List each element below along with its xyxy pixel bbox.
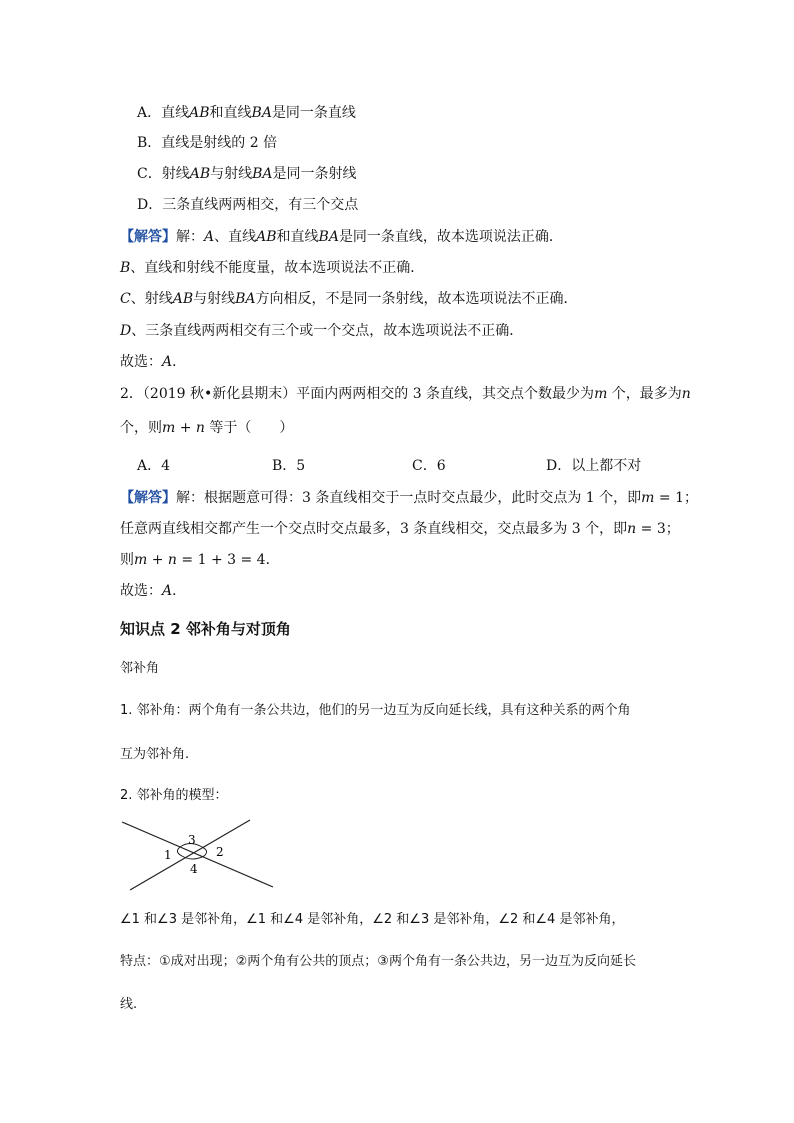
q1-answer-line-3: C、射线AB与射线BA方向相反，不是同一条射线，故本选项说法不正确． bbox=[120, 291, 578, 307]
answer-tag: 【解答】 bbox=[120, 490, 176, 506]
q1-option-d: D．三条直线两两相交，有三个交点 bbox=[137, 197, 359, 213]
angle-pairs-text: ∠1 和∠3 是邻补角，∠1 和∠4 是邻补角，∠2 和∠3 是邻补角，∠2 和∠4 是邻补角， bbox=[120, 912, 625, 927]
q1-answer-line-2: B、直线和射线不能度量，故本选项说法不正确． bbox=[120, 260, 425, 276]
definition-line-1: 1. 邻补角：两个角有一条公共边，他们的另一边互为反向延长线，具有这种关系的两个角 bbox=[120, 703, 631, 718]
angle-arc-2 bbox=[202, 847, 207, 856]
q1-answer-line-1: 【解答】解：A、直线AB和直线BA是同一条直线，故本选项说法正确． bbox=[120, 229, 563, 245]
q2-answer-line-3: 则m + n = 1 + 3 = 4． bbox=[120, 552, 280, 568]
q2-answer-line-1: 【解答】解：根据题意可得：3 条直线相交于一点时交点最少，此时交点为 1 个，即m = 1； bbox=[120, 490, 698, 506]
answer-tag: 【解答】 bbox=[120, 229, 176, 245]
q1-option-c: C．射线AB与射线BA是同一条射线 bbox=[137, 166, 357, 182]
line-two bbox=[130, 820, 250, 890]
angle-label-1: 1 bbox=[164, 848, 172, 862]
q2-option-c: C．6 bbox=[412, 458, 446, 474]
q2-option-b: B．5 bbox=[272, 458, 306, 474]
angle-arc-1 bbox=[177, 847, 182, 856]
subheading: 邻补角 bbox=[120, 661, 160, 676]
q2-option-a: A．4 bbox=[137, 458, 171, 474]
q2-option-d: D．以上都不对 bbox=[546, 458, 642, 474]
section-heading: 知识点 2 邻补角与对顶角 bbox=[120, 620, 291, 638]
q1-option-a: A．直线AB和直线BA是同一条直线 bbox=[137, 105, 356, 121]
features-line-2: 线. bbox=[120, 997, 138, 1012]
q2-answer-line-4: 故选：A． bbox=[120, 583, 187, 599]
q1-option-b: B．直线是射线的 2 倍 bbox=[137, 135, 278, 151]
angle-label-4: 4 bbox=[190, 862, 198, 876]
line-one bbox=[122, 822, 273, 887]
q2-answer-line-2: 任意两直线相交都产生一个交点时交点最多，3 条直线相交，交点最多为 3 个，即n = 3； bbox=[120, 521, 680, 537]
features-line-1: 特点：①成对出现；②两个角有公共的顶点；③两个角有一条公共边，另一边互为反向延长 bbox=[120, 954, 636, 969]
definition-line-2: 互为邻补角. bbox=[120, 747, 190, 762]
model-caption: 2. 邻补角的模型： bbox=[120, 788, 228, 803]
q2-stem-line-2: 个，则m + n 等于（ ） bbox=[120, 420, 294, 436]
q2-stem-line-1: 2．（2019 秋•新化县期末）平面内两两相交的 3 条直线，其交点个数最少为m 个，最多为n bbox=[120, 386, 691, 402]
adjacent-angles-figure bbox=[118, 818, 280, 894]
q1-answer-line-4: D、三条直线两两相交有三个或一个交点，故本选项说法不正确． bbox=[120, 323, 524, 339]
angle-label-3: 3 bbox=[188, 833, 196, 847]
angle-label-2: 2 bbox=[216, 845, 224, 859]
q1-answer-line-5: 故选：A． bbox=[120, 354, 187, 370]
